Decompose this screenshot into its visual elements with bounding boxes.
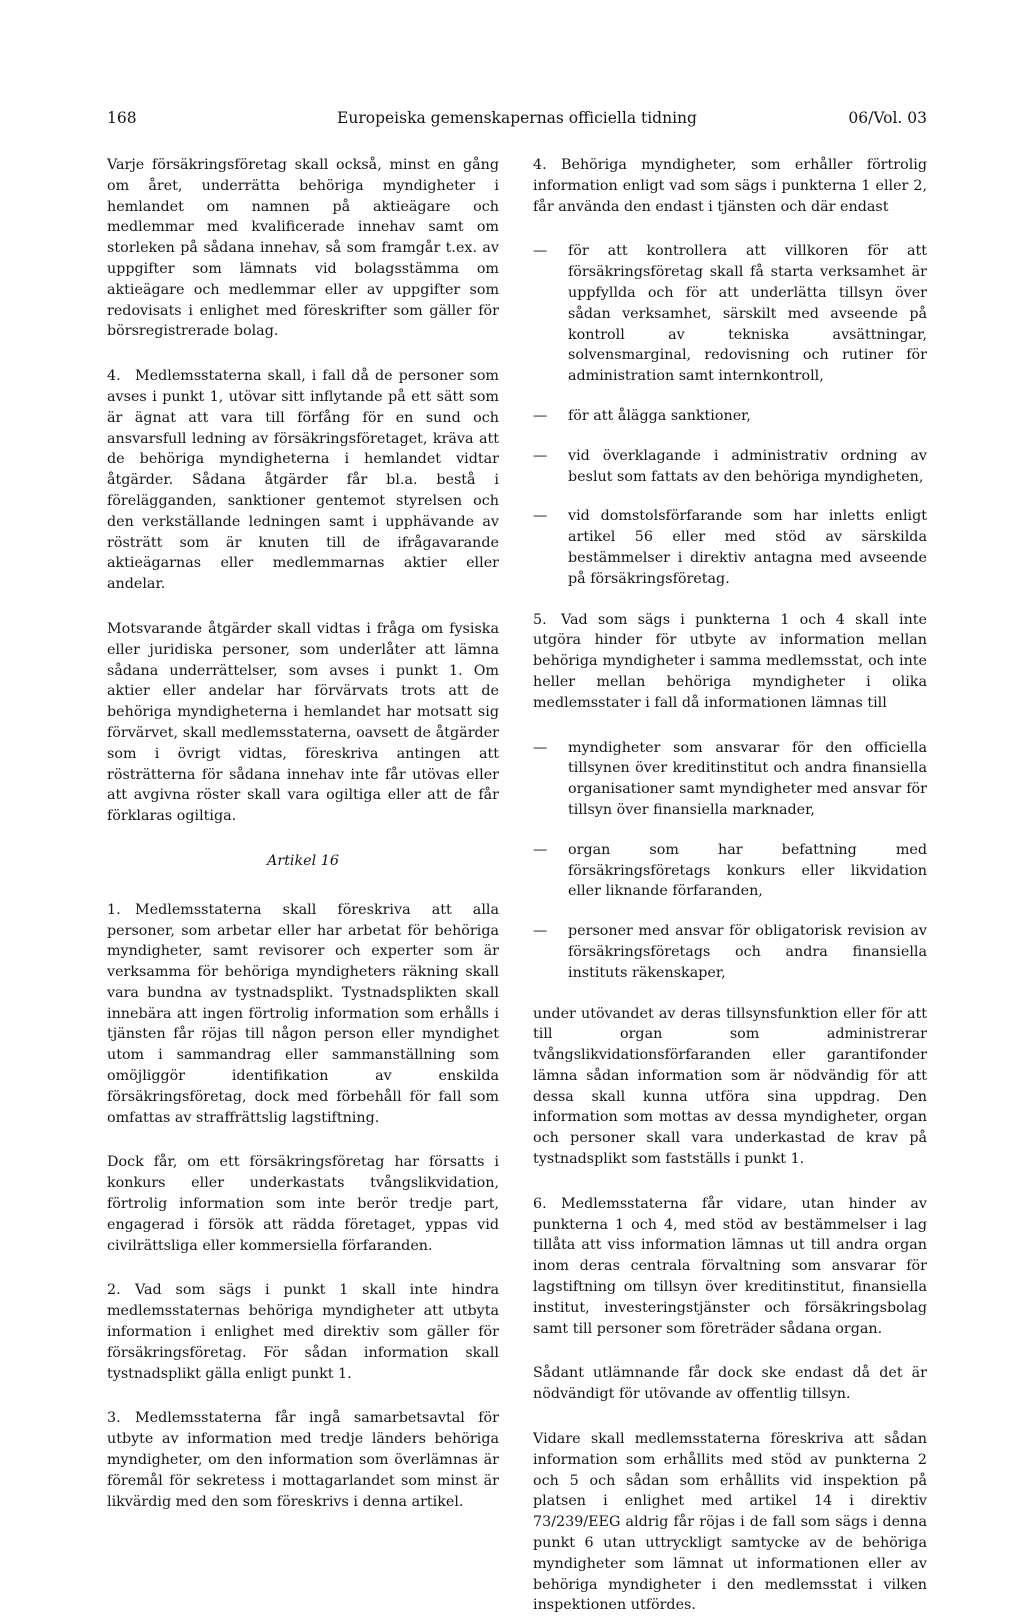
paragraph — [107, 1280, 499, 1384]
paragraph — [533, 610, 927, 714]
paragraph-number: 3. — [107, 1410, 121, 1427]
list-item-text: organ som har befattning med försäkringsföretags konkurs eller likvidation eller liknande förfaranden, — [568, 841, 927, 900]
list-item — [533, 840, 927, 902]
paragraph — [107, 366, 499, 595]
dash-marker: — — [533, 923, 548, 940]
paragraph: Sådant utlämnande får dock ske endast då det är nödvändigt för utövande av offentlig tillsyn. — [533, 1365, 927, 1403]
paragraph: Varje försäkringsföretag skall också, minst en gång om året, underrätta behöriga myndigheter i hemlandet om namnen på aktieägare och medlemmar med kvalificerade innehav samt om storleken på sådana innehav, så som framgår t.ex. av uppgifter som lämnats vid bolagsstämma om aktieägare och medlemmar eller av uppgifter som redovisats i enlighet med föreskrifter som gäller för börsregistrerade bolag. — [107, 157, 499, 340]
list-item — [533, 506, 927, 589]
list-item — [533, 446, 927, 488]
paragraph: under utövandet av deras tillsynsfunktion eller för att till organ som administrerar tvångslikvidationsförfaranden eller garantifonder lämna sådan information som är nödvändig för att dessa skall kunna utföra sina uppdrag. Den information som mottas av dessa myndigheter, organ och personer skall vara underkastad de krav på tystnadsplikt som fastställs i punkt 1. — [533, 1005, 927, 1168]
dash-marker: — — [533, 841, 548, 858]
paragraph-text: Medlemsstaterna skall föreskriva att alla personer, som arbetar eller har arbetat för behöriga myndigheter, samt revisorer och experter som är verksamma för behöriga myndigheters räkning skall vara bundna av tystnadsplikt. Tystnadsplikten skall innebära att ingen förtrolig information som erhålls i tjänsten får röjas till någon person eller myndighet utom i sammandrag eller sammanställning som omöjliggör identifikation av enskilda försäkringsföretag, dock med förbehåll för fall som omfattas av straffrättslig lagstiftning. — [107, 901, 499, 1126]
paragraph-number: 4. — [107, 368, 121, 385]
list-item-text: vid domstolsförfarande som har inletts enligt artikel 56 eller med stöd av särskilda bestämmelser i direktiv antagna med avseende på försäkringsföretag. — [568, 508, 927, 587]
article-heading: Artikel 16 — [267, 852, 339, 869]
list-item — [533, 738, 927, 821]
paragraph-number: 6. — [533, 1195, 547, 1212]
page-header — [107, 106, 927, 130]
list-item-text: för att ålägga sanktioner, — [568, 407, 751, 424]
list-item-text: personer med ansvar för obligatorisk revision av försäkringsföretags och andra finansiella instituts räkenskaper, — [568, 923, 927, 981]
volume-label: 06/Vol. 03 — [848, 109, 927, 127]
list-item — [533, 241, 927, 387]
dash-marker: — — [533, 407, 548, 424]
paragraph: Motsvarande åtgärder skall vidtas i fråga om fysiska eller juridiska personer, som underlåter att lämna sådana underrättelser, som avses i punkt 1. Om aktier eller andelar har förvärvats trots att de behöriga myndigheterna i hemlandet har motsatt sig förvärvet, skall medlemsstaterna, oavsett de åtgärder som i övrigt vidtas, föreskriva antingen att rösträtterna för sådana innehav inte får utövas eller att avgivna röster skall vara ogiltiga eller att de får förklaras ogiltiga. — [107, 620, 499, 825]
paragraph — [107, 900, 499, 1129]
paragraph: Dock får, om ett försäkringsföretag har försatts i konkurs eller underkastats tvångslikvidation, förtrolig information som inte berör tredje part, engagerad i försök att rädda företaget, yppas vid civilrättsliga eller kommersiella förfaranden. — [107, 1154, 499, 1254]
paragraph — [107, 1408, 499, 1512]
paragraph-text: Medlemsstaterna får vidare, utan hinder av punkterna 1 och 4, med stöd av bestämmelser i lag tillåta att viss information lämnas ut till andra organ inom deras centrala förvaltning som ansvarar för lagstiftning om tillsyn över kreditinstitut, finansiella institut, investeringstjänster och försäkringsbolag samt till personer som företräder sådana organ. — [533, 1195, 927, 1337]
list-item-text: myndigheter som ansvarar för den officiella tillsynen över kreditinstitut och andra finansiella organisationer samt myndigheter med ansvar för tillsyn över finansiella marknader, — [568, 739, 927, 818]
paragraph — [533, 1194, 927, 1340]
list-item-text: för att kontrollera att villkoren för att försäkringsföretag skall få starta verksamhet är uppfyllda och för att underlätta tillsyn över sådan verksamhet, särskilt med avseende på kontroll av tekniska avsättningar, solvensmarginal, redovisning och rutiner för administration samt internkontroll, — [568, 243, 927, 385]
dash-marker: — — [533, 243, 548, 260]
paragraph-text: Medlemsstaterna får ingå samarbetsavtal för utbyte av information med tredje länders behöriga myndigheter, om den information som överlämnas är föremål för sekretess i mottagarlandet som minst är likvärdig med den som föreskrivs i denna artikel. — [107, 1410, 499, 1510]
right-column — [533, 155, 927, 1616]
list-item-text: vid överklagande i administrativ ordning av beslut som fattats av den behöriga myndigheten, — [568, 447, 927, 485]
dash-list — [533, 241, 927, 589]
paragraph: Vidare skall medlemsstaterna föreskriva att sådan information som erhållits med stöd av punkterna 2 och 5 och sådan som erhållits vid inspektion på platsen i enlighet med artikel 14 i direktiv 73/239/EEG aldrig får röjas i de fall som sägs i denna punkt 6 utan uttryckligt samtycke av de behöriga myndigheter som lämnat ut informationen eller av behöriga myndigheter i den medlemsstat i vilken inspektionen utfördes. — [533, 1431, 927, 1614]
page-number: 168 — [107, 109, 137, 127]
paragraph-text: Vad som sägs i punkt 1 skall inte hindra medlemsstaternas behöriga myndigheter att utbyta information i enlighet med direktiv som gäller för försäkringsföretag. För sådan information skall tystnadsplikt gälla enligt punkt 1. — [107, 1282, 499, 1382]
journal-title: Europeiska gemenskapernas officiella tidning — [337, 109, 697, 127]
paragraph-number: 2. — [107, 1282, 121, 1299]
paragraph-number: 1. — [107, 901, 121, 918]
paragraph-number: 5. — [533, 611, 547, 628]
left-column — [107, 155, 499, 1512]
dash-marker: — — [533, 739, 548, 756]
paragraph-text: Medlemsstaterna skall, i fall då de personer som avses i punkt 1, utövar sitt inflytande på ett sätt som är ägnat att vara till förfång för en sund och ansvarsfull ledning av försäkringsföretaget, kräva att de behöriga myndigheterna i hemlandet vidtar åtgärder. Sådana åtgärder får bl.a. bestå i förelägganden, sanktioner gentemot styrelsen och den verkställande ledningen samt i upphävande av rösträtt som är knuten till de ifrågavarande aktieägarnas eller medlemmarnas aktier eller andelar. — [107, 368, 499, 593]
list-item — [533, 406, 927, 427]
paragraph-number: 4. — [533, 157, 547, 173]
list-item — [533, 921, 927, 983]
paragraph-text: Behöriga myndigheter, som erhåller förtrolig information enligt vad som sägs i punkterna 1 eller 2, får använda den endast i tjänsten och där endast — [533, 157, 927, 215]
dash-marker: — — [533, 508, 548, 525]
dash-marker: — — [533, 447, 548, 464]
dash-list — [533, 738, 927, 984]
paragraph — [533, 155, 927, 217]
paragraph-text: Vad som sägs i punkterna 1 och 4 skall inte utgöra hinder för utbyte av information mellan behöriga myndigheter i samma medlemsstat, och inte heller mellan behöriga myndigheter i olika medlemsstater i fall då informationen lämnas till — [533, 611, 927, 711]
